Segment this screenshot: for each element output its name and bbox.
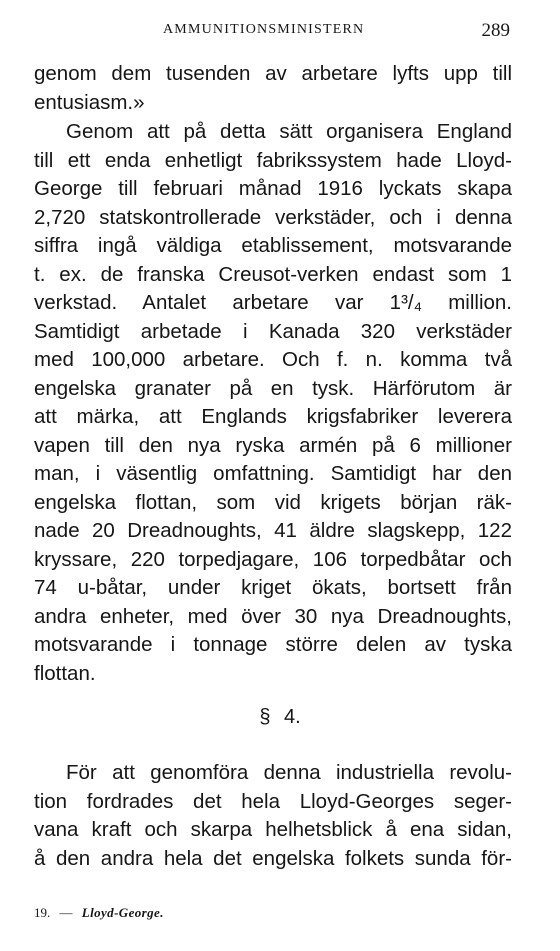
text-line: att märka, att Englands krigsfabriker leverera (34, 405, 512, 428)
signature-footer (34, 905, 164, 921)
text-line: t. ex. de franska Creusot-verken endast som 1 (34, 262, 512, 286)
signature-mark: 19. (34, 905, 51, 920)
paragraph-section-4 (34, 759, 512, 873)
text-line: flottan. (34, 661, 96, 685)
text-line: 74 u-båtar, under kriget ökats, bortsett från (34, 576, 512, 599)
text-line: motsvarande i tonnage större delen av tyska (34, 633, 512, 656)
page-number: 289 (481, 20, 510, 41)
footer-separator: — (59, 905, 73, 920)
text-line: Genom att på detta sätt organisera England (66, 120, 512, 143)
section-symbol: § (259, 706, 271, 728)
footer-title: Lloyd-George. (81, 905, 164, 920)
text-line: siffra ingå väldiga etablissement, motsvarande (34, 234, 512, 257)
text-line: vana kraft och skarpa helhetsblick å ena sidan, (34, 818, 512, 841)
text-line: För att genomföra denna industriella revolu- (66, 761, 512, 784)
running-title: AMMUNITIONSMINISTERN (163, 22, 365, 37)
text-line: George till februari månad 1916 lyckats skapa (34, 177, 512, 200)
text-line: engelska flottan, som vid krigets början räk- (34, 490, 512, 514)
text-line: verkstad. Antalet arbetare var 1³/₄ million. (34, 291, 512, 314)
section-number: 4. (284, 706, 301, 728)
text-line: man, i väsentlig omfattning. Samtidigt har den (34, 462, 512, 485)
text-line: andra enheter, med över 30 nya Dreadnoughts, (34, 604, 512, 628)
text-line: å den andra hela det engelska folkets sunda för- (34, 846, 512, 870)
text-line: till ett enda enhetligt fabrikssystem hade Lloyd- (34, 148, 512, 172)
section-heading (0, 706, 560, 729)
text-line: genom dem tusenden av arbetare lyfts upp till (34, 62, 512, 85)
text-line: nade 20 Dreadnoughts, 41 äldre slagskepp, 122 (34, 519, 512, 542)
text-line: entusiasm.» (34, 90, 145, 114)
text-line: engelska granater på en tysk. Härförutom är (34, 376, 512, 400)
text-line: tion fordrades det hela Lloyd-Georges seger- (34, 789, 512, 813)
text-line: 2,720 statskontrollerade verkstäder, och i denna (34, 205, 512, 229)
text-line: Samtidigt arbetade i Kanada 320 verkstäder (34, 319, 512, 343)
text-line: vapen till den nya ryska armén på 6 millioner (34, 433, 512, 457)
text-line: med 100,000 arbetare. Och f. n. komma två (34, 348, 512, 371)
running-head (0, 20, 560, 44)
text-line: kryssare, 220 torpedjagare, 106 torpedbåtar och (34, 547, 512, 571)
paragraph-continued (34, 60, 512, 117)
paragraph-main (34, 118, 512, 688)
